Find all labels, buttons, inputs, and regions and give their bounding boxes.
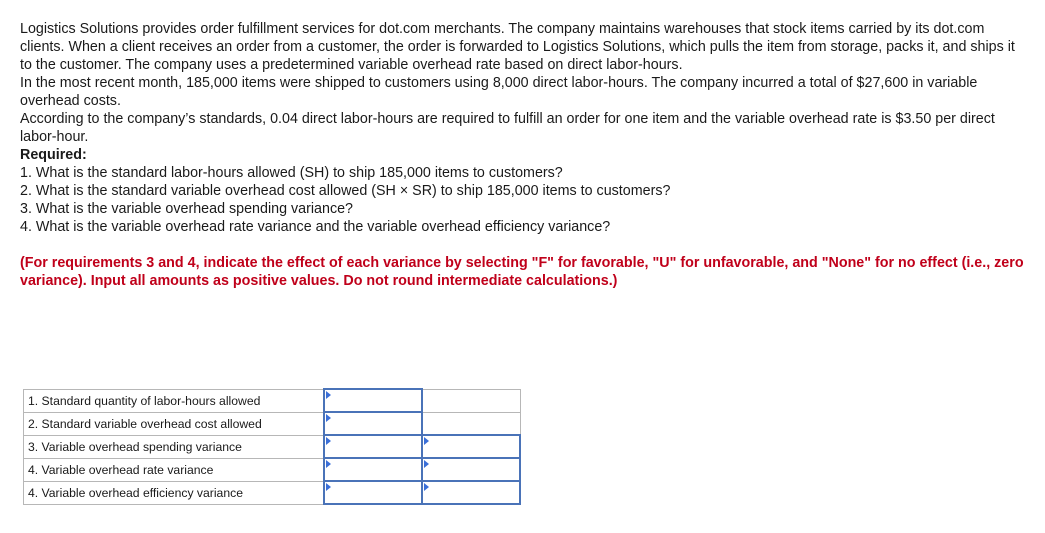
- table-row: [24, 389, 521, 412]
- rate-variance-input-cell[interactable]: [324, 458, 422, 481]
- problem-content: [20, 20, 1025, 304]
- rate-variance-effect-select[interactable]: [422, 458, 520, 481]
- instructions-note: (For requirements 3 and 4, indicate the effect of each variance by selecting "F" for favorable, "U" for unfavorable, and "None" for no effect (i.e., zero variance). Input all amounts as positive values. Do not round intermediate calculations.): [20, 255, 1024, 289]
- table-row: [24, 412, 521, 435]
- select-marker-icon: [424, 437, 429, 445]
- spending-variance-input[interactable]: [325, 436, 421, 457]
- standard-quantity-input[interactable]: [325, 390, 421, 411]
- input-marker-icon: [326, 414, 331, 422]
- select-marker-icon: [424, 483, 429, 491]
- input-marker-icon: [326, 437, 331, 445]
- problem-paragraph-1: Logistics Solutions provides order fulfillment services for dot.com merchants. The company maintains warehouses that stock items carried by its dot.com clients. When a client receives an order from a customer, the order is forwarded to Logistics Solutions, which pulls the item from storage, packs it, and ships it to the customer. The company uses a predetermined variable overhead rate based on direct labor-hours.: [20, 21, 1015, 73]
- input-marker-icon: [326, 460, 331, 468]
- effect-cell-empty: [422, 389, 520, 412]
- select-marker-icon: [424, 460, 429, 468]
- required-list: [20, 164, 1025, 236]
- spending-variance-input-cell[interactable]: [324, 435, 422, 458]
- row-label: 4. Variable overhead efficiency variance: [24, 481, 325, 504]
- input-marker-icon: [326, 483, 331, 491]
- table-row: [24, 435, 521, 458]
- input-marker-icon: [326, 391, 331, 399]
- required-section: [20, 146, 1025, 236]
- answer-table: [23, 388, 521, 505]
- standard-cost-input-cell[interactable]: [324, 412, 422, 435]
- standard-quantity-input-cell[interactable]: [324, 389, 422, 412]
- row-label: 2. Standard variable overhead cost allowed: [24, 412, 325, 435]
- row-label: 3. Variable overhead spending variance: [24, 435, 325, 458]
- spending-variance-effect-select[interactable]: [422, 435, 520, 458]
- required-item: 1. What is the standard labor-hours allowed (SH) to ship 185,000 items to customers?: [20, 165, 563, 181]
- standard-cost-input[interactable]: [325, 413, 421, 434]
- required-heading: Required:: [20, 147, 87, 163]
- efficiency-variance-input[interactable]: [325, 482, 421, 503]
- row-label: 4. Variable overhead rate variance: [24, 458, 325, 481]
- table-row: [24, 458, 521, 481]
- problem-paragraph-3: According to the company’s standards, 0.04 direct labor-hours are required to fulfill an order for one item and the variable overhead rate is $3.50 per direct labor-hour.: [20, 111, 995, 145]
- problem-paragraph-2: In the most recent month, 185,000 items were shipped to customers using 8,000 direct labor-hours. The company incurred a total of $27,600 in variable overhead costs.: [20, 75, 978, 109]
- rate-variance-input[interactable]: [325, 459, 421, 480]
- row-label: 1. Standard quantity of labor-hours allowed: [24, 389, 325, 412]
- required-item: 2. What is the standard variable overhead cost allowed (SH × SR) to ship 185,000 items to customers?: [20, 183, 671, 199]
- effect-cell-empty: [422, 412, 520, 435]
- efficiency-variance-effect-select[interactable]: [422, 481, 520, 504]
- required-item: 3. What is the variable overhead spending variance?: [20, 201, 354, 217]
- efficiency-variance-input-cell[interactable]: [324, 481, 422, 504]
- table-row: [24, 481, 521, 504]
- required-item: 4. What is the variable overhead rate variance and the variable overhead efficiency variance?: [20, 219, 611, 235]
